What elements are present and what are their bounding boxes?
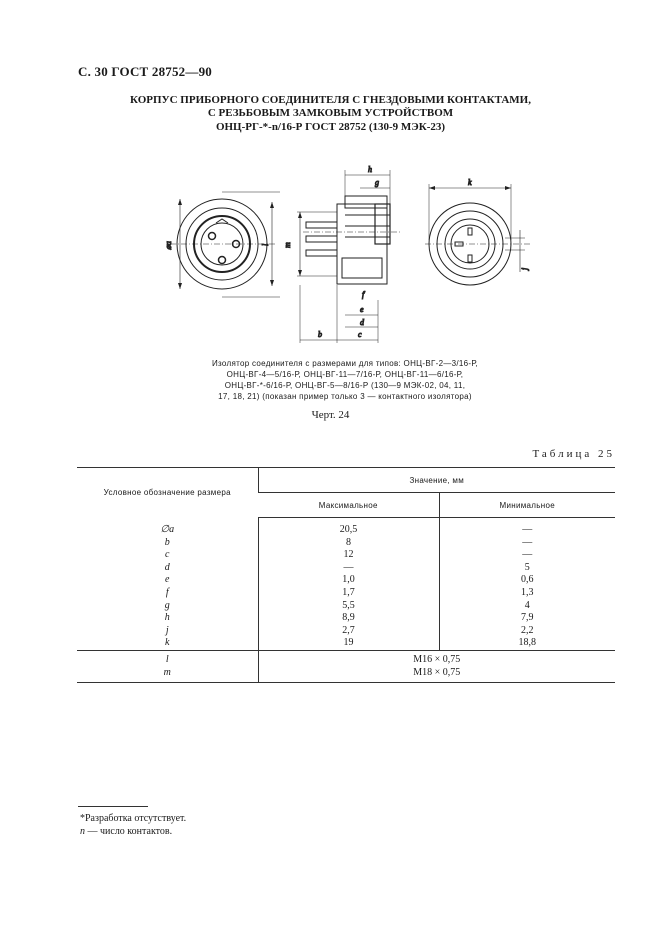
footnote-1: *Разработка отсутствует.	[80, 813, 187, 824]
table-row: g 5,5 4	[77, 600, 615, 613]
footnote-divider	[78, 806, 148, 807]
caption-line-3: ОНЦ-ВГ-*-6/16-Р, ОНЦ-ВГ-5—8/16-Р (130—9 МЭК-02, 04, 11,	[224, 381, 466, 390]
figure-label: Черт. 24	[311, 409, 350, 421]
caption-line-1: Изолятор соединителя с размерами для типов: ОНЦ-ВГ-2—3/16-Р,	[212, 359, 478, 368]
table-row: m M18 × 0,75	[77, 667, 615, 683]
page-header: С. 30 ГОСТ 28752—90	[78, 64, 212, 79]
label-g: g	[375, 178, 379, 187]
side-view	[297, 170, 400, 343]
table-name: Таблица 25	[532, 448, 615, 460]
footnote-2-text: — число контактов.	[85, 826, 173, 837]
title-line-2: С РЕЗЬБОВЫМ ЗАМКОВЫМ УСТРОЙСТВОМ	[207, 107, 454, 119]
table-row: l M16 × 0,75	[77, 650, 615, 666]
connector-drawing	[150, 155, 540, 355]
table-row: j 2,7 2,2	[77, 625, 615, 638]
label-f: f	[362, 290, 365, 299]
table-row: f 1,7 1,3	[77, 587, 615, 600]
table-row: h 8,9 7,9	[77, 612, 615, 625]
header-max: Максимальное	[258, 493, 439, 518]
table-row: e 1,0 0,6	[77, 574, 615, 587]
table-row: d — 5	[77, 562, 615, 575]
rear-view	[425, 184, 530, 285]
caption-line-2: ОНЦ-ВГ-4—5/16-Р, ОНЦ-ВГ-11—7/16-Р, ОНЦ-ВГ-11—6/16-Р,	[226, 370, 464, 379]
label-h: h	[368, 165, 372, 174]
label-b: b	[318, 330, 322, 339]
title-line-3: ОНЦ-РГ-*-n/16-Р ГОСТ 28752 (130-9 МЭК-23)	[215, 121, 446, 133]
header-min: Минимальное	[439, 493, 615, 518]
header-value: Значение, мм	[258, 468, 615, 493]
footnote-2-symbol: n	[80, 826, 85, 837]
label-d: d	[360, 318, 364, 327]
label-e: e	[360, 305, 364, 314]
figure-caption	[180, 358, 510, 402]
label-l: l	[261, 243, 270, 246]
table-row: k 19 18,8	[77, 637, 615, 650]
header-size: Условное обозначение размера	[77, 468, 258, 518]
table-row: c 12 —	[77, 549, 615, 562]
footnote-2	[80, 826, 172, 837]
caption-line-4: 17, 18, 21) (показан пример только 3 — контактного изолятора)	[218, 392, 472, 401]
label-k: k	[468, 178, 472, 187]
table-row: ∅a 20,5 —	[77, 524, 615, 537]
table-row: b 8 —	[77, 537, 615, 550]
label-m: m	[283, 242, 292, 248]
label-a: ⌀a	[164, 241, 173, 250]
label-j: j	[520, 267, 529, 270]
dimensions-table	[77, 467, 615, 683]
title-line-1: КОРПУС ПРИБОРНОГО СОЕДИНИТЕЛЯ С ГНЕЗДОВЫМИ КОНТАКТАМИ,	[130, 94, 531, 106]
label-c: c	[358, 330, 362, 339]
